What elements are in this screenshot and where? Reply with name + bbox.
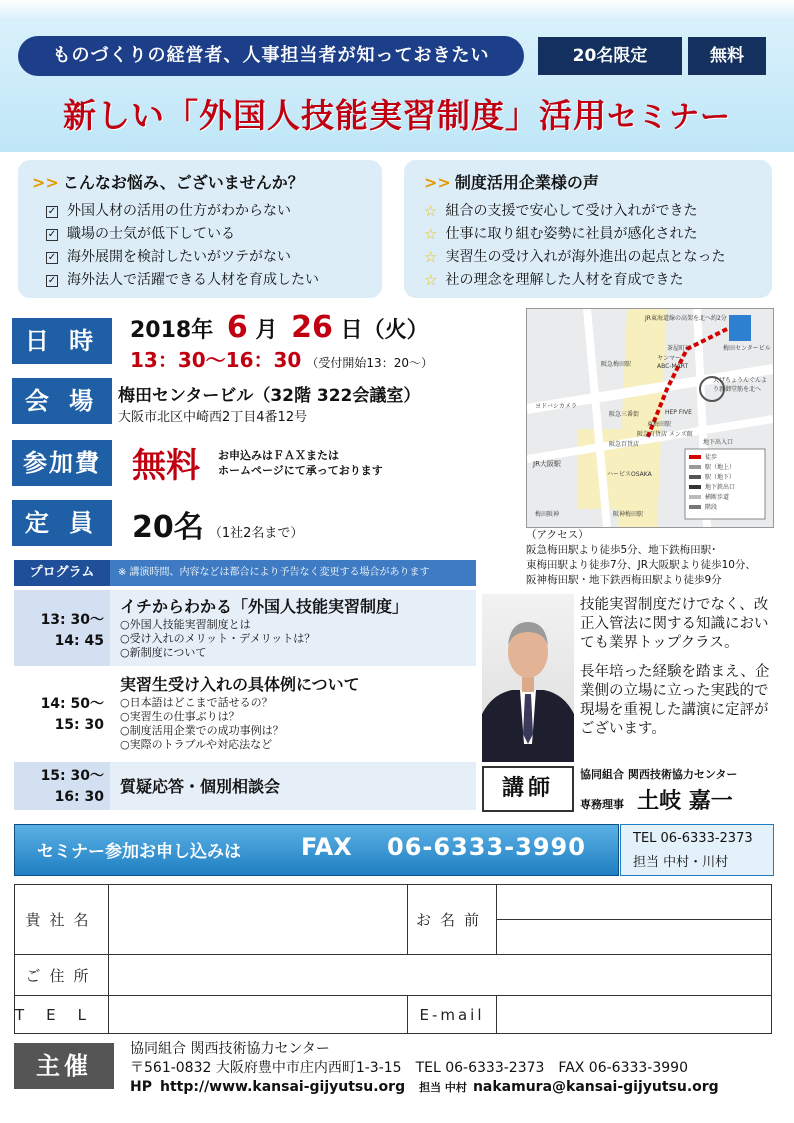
venue-label: 会 場 xyxy=(12,378,112,424)
list-item-text: 海外法人で活躍できる人材を育成したい xyxy=(67,272,319,288)
list-item xyxy=(46,269,319,292)
worries-panel xyxy=(18,160,382,298)
list-item xyxy=(424,269,725,292)
map-label: JR大阪駅 xyxy=(533,460,561,468)
map-label: JR東海道線の高架を北へ約2分 xyxy=(645,315,727,322)
limit-badge: 20名限定 xyxy=(538,37,682,75)
application-form xyxy=(14,884,772,1034)
legend-item: 駅（地上） xyxy=(705,464,736,471)
fax-number: 06-6333-3990 xyxy=(387,833,586,861)
map-label: 梅田センタービル xyxy=(723,345,771,352)
tel-field[interactable] xyxy=(109,996,408,1034)
session-time xyxy=(14,610,110,652)
list-item-text: 外国人材の活用の仕方がわからない xyxy=(67,203,291,219)
list-item-text: 組合の支援で安心して受け入れができた xyxy=(445,203,698,219)
date-day: 26 xyxy=(291,310,333,345)
arrow-icon: >> xyxy=(424,173,451,192)
name-label: お名前 xyxy=(408,885,497,955)
speaker-label: 講師 xyxy=(482,766,574,812)
speaker-photo xyxy=(482,594,574,762)
organizer-contact: 担当 中村 xyxy=(419,1081,467,1094)
star-icon: ☆ xyxy=(424,202,438,220)
session-start: 15: 30〜 xyxy=(40,768,104,784)
speaker-bio-para: 長年培った経験を踏まえ、企業側の立場に立った実践的で現場を重視した講演に定評がございます。 xyxy=(580,664,770,737)
address-label: ご住所 xyxy=(15,955,109,996)
map-label: ヨドバシカメラ xyxy=(535,403,577,410)
map-label: 阪急百貨店 メンズ館 xyxy=(637,431,693,438)
checkbox-icon: ✓ xyxy=(47,205,57,217)
organizer-web-line xyxy=(130,1078,719,1097)
company-field[interactable] xyxy=(109,885,408,955)
access-title: （アクセス） xyxy=(526,529,589,541)
list-item xyxy=(46,223,319,246)
fee-value: 無料 xyxy=(132,446,200,486)
list-item xyxy=(424,223,725,246)
map-label: 東梅田駅 xyxy=(647,421,672,428)
fee-label: 参加費 xyxy=(12,440,112,486)
organizer-info xyxy=(130,1040,719,1097)
organizer-name: 協同組合 関西技術協力センター xyxy=(130,1041,330,1057)
session-end: 16: 30 xyxy=(54,789,104,805)
list-item xyxy=(46,200,319,223)
speaker-name-line xyxy=(580,784,733,815)
organizer-label: 主催 xyxy=(14,1043,114,1089)
list-item xyxy=(424,200,725,223)
session-end: 15: 30 xyxy=(54,717,104,733)
map-label: 梅田阪神 xyxy=(535,511,560,518)
session-point: ○実際のトラブルや対応法など xyxy=(120,738,273,751)
session-start: 14: 50〜 xyxy=(40,696,104,712)
legend-item: 横断歩道 xyxy=(705,494,730,501)
address-field[interactable] xyxy=(109,955,772,996)
map-label: 大げちょうんぐんより新御堂筋を北へ xyxy=(713,377,768,393)
map-label: 阪神梅田駅 xyxy=(613,511,644,518)
speaker-name: 土岐 嘉一 xyxy=(637,789,733,814)
access-line: 東梅田駅より徒歩7分、JR大阪駅より徒歩10分、 xyxy=(526,559,756,571)
access-line: 阪急梅田駅より徒歩5分、地下鉄梅田駅･ xyxy=(526,544,717,556)
contact-tel: TEL 06-6333-2373 xyxy=(633,831,753,846)
voices-title xyxy=(424,170,599,193)
main-title-tail: セミナー xyxy=(607,100,731,135)
venue-name: 梅田センタービル（32階 322会議室） xyxy=(118,386,421,406)
session-title: 実習生受け入れの具体例について xyxy=(120,675,360,694)
session-point: ○日本語はどこまで話せるの？ xyxy=(120,696,273,709)
session-time xyxy=(14,766,110,808)
email-label: E-mail xyxy=(408,996,497,1034)
fax-banner xyxy=(14,824,619,876)
fee-note-line: お申込みはＦＡＸまたは xyxy=(218,449,339,462)
venue-address: 大阪市北区中崎西2丁目4番12号 xyxy=(118,410,308,425)
capacity-note: （1社2名まで） xyxy=(208,526,304,541)
list-item-text: 海外展開を検討したいがツテがない xyxy=(67,249,291,265)
capacity-value: 20名 xyxy=(132,510,204,545)
header-subtitle: ものづくりの経営者、人事担当者が知っておきたい xyxy=(18,36,524,76)
speaker-bio xyxy=(580,596,770,739)
session-title: 質疑応答・個別相談会 xyxy=(120,777,281,796)
star-icon: ☆ xyxy=(424,248,438,266)
worries-title xyxy=(32,170,304,193)
session-point: ○新制度について xyxy=(120,646,207,659)
checkbox-icon: ✓ xyxy=(47,251,57,263)
fee-note-line: ホームページにて承っております xyxy=(218,464,383,477)
program-header-label: プログラム xyxy=(14,560,110,586)
access-info xyxy=(526,528,756,588)
reception-time: （受付開始13：20〜） xyxy=(306,356,433,370)
voices-list xyxy=(424,200,725,292)
map-label: HEP FIVE xyxy=(665,409,692,416)
map-label: ヤンマー xyxy=(657,355,681,362)
legend-item: 地下鉄出口 xyxy=(705,484,736,491)
worries-title-text: こんなお悩み、ございませんか？ xyxy=(62,173,304,192)
worries-list xyxy=(46,200,319,292)
voices-title-text: 制度活用企業様の声 xyxy=(454,173,599,192)
program-header xyxy=(14,560,476,586)
list-item-text: 仕事に取り組む姿勢に社員が感化された xyxy=(445,226,698,242)
organizer-hp-link[interactable]: http://www.kansai-gijyutsu.org xyxy=(159,1079,406,1095)
legend-item: 階段 xyxy=(705,504,718,511)
date-day-unit: 日（火） xyxy=(340,318,429,343)
star-icon: ☆ xyxy=(424,271,438,289)
name-field[interactable] xyxy=(497,885,772,920)
speaker-role: 専務理事 xyxy=(580,798,624,811)
contact-person: 担当 中村・川村 xyxy=(633,855,729,870)
legend-item: 徒歩 xyxy=(705,454,718,461)
organizer-fax: FAX 06-6333-3990 xyxy=(558,1060,688,1076)
session-points xyxy=(120,696,284,752)
map-label: 地下出入口 xyxy=(703,439,734,446)
voices-panel xyxy=(404,160,772,298)
speaker-bio-para: 技能実習制度だけでなく、改正入管法に関する知識においても業界トップクラス。 xyxy=(580,597,769,651)
capacity-label: 定 員 xyxy=(12,500,112,546)
date-line xyxy=(130,310,429,345)
star-icon: ☆ xyxy=(424,225,438,243)
session-point: ○制度活用企業での成功事例は？ xyxy=(120,724,284,737)
list-item-text: 職場の士気が低下している xyxy=(67,226,235,242)
session-points xyxy=(120,618,315,660)
checkbox-icon: ✓ xyxy=(47,274,57,286)
date-year: 2018年 xyxy=(130,318,214,343)
list-item xyxy=(424,246,725,269)
map-label: 阪急三番街 xyxy=(609,411,640,418)
access-map xyxy=(526,308,774,528)
fax-label: FAX xyxy=(301,833,352,861)
organizer-address-line xyxy=(130,1059,719,1078)
fee-note xyxy=(218,448,383,478)
main-title-text: 新しい「外国人技能実習制度」活用 xyxy=(63,96,607,135)
hp-label: HP xyxy=(130,1079,152,1095)
session-point: ○実習生の仕事ぶりは？ xyxy=(120,710,240,723)
date-month: 6 xyxy=(226,310,248,345)
session-end: 14: 45 xyxy=(54,633,104,649)
map-label: 阪急梅田駅 xyxy=(601,361,632,368)
free-badge: 無料 xyxy=(688,37,766,75)
email-field[interactable] xyxy=(497,996,772,1034)
access-line: 阪神梅田駅・地下鉄西梅田駅より徒歩9分 xyxy=(526,574,722,586)
tel-label: TEL xyxy=(15,996,109,1034)
program-session xyxy=(14,762,476,810)
checkbox-icon: ✓ xyxy=(47,228,57,240)
fax-contact xyxy=(620,824,774,876)
date-month-unit: 月 xyxy=(255,318,278,343)
organizer-tel: TEL 06-6333-2373 xyxy=(415,1060,545,1076)
map-graphic xyxy=(527,309,773,527)
organizer-address: 〒561-0832 大阪府豊中市庄内西町1-3-15 xyxy=(130,1060,402,1076)
arrow-icon: >> xyxy=(32,173,59,192)
speaker-portrait-icon xyxy=(482,594,574,762)
session-title: イチからわかる「外国人技能実習制度」 xyxy=(120,597,409,616)
capacity-line xyxy=(132,502,303,546)
list-item-text: 実習生の受け入れが海外進出の起点となった xyxy=(445,249,726,265)
program-session xyxy=(14,668,476,758)
map-label: 茶屋町口 xyxy=(667,345,692,352)
name-field-2[interactable] xyxy=(497,920,772,955)
main-title xyxy=(0,94,794,140)
session-point: ○外国人技能実習制度とは xyxy=(120,618,251,631)
legend-item: 駅（地下） xyxy=(705,474,736,481)
session-start: 13: 30〜 xyxy=(40,612,104,628)
map-label: 阪急百貨店 xyxy=(609,441,640,448)
session-time xyxy=(14,694,110,736)
fax-text: セミナー参加お申し込みは xyxy=(37,842,241,862)
organizer-email-link[interactable]: nakamura@kansai-gijyutsu.org xyxy=(472,1079,719,1095)
list-item xyxy=(46,246,319,269)
company-label: 貴社名 xyxy=(15,885,109,955)
speaker-org: 協同組合 関西技術協力センター xyxy=(580,768,738,781)
map-legend xyxy=(705,453,735,513)
program-session xyxy=(14,590,476,666)
program-note: ※ 講演時間、内容などは都合により予告なく変更する場合があります xyxy=(118,567,430,578)
list-item-text: 社の理念を理解した人材を育成できた xyxy=(445,272,684,288)
map-label: ABC-MART xyxy=(657,363,689,370)
time-line xyxy=(130,344,433,373)
date-label: 日 時 xyxy=(12,318,112,364)
map-label: ハービスOSAKA xyxy=(607,471,652,478)
session-point: ○受け入れのメリット・デメリットは？ xyxy=(120,632,316,645)
time-range: 13：30〜16：30 xyxy=(130,348,302,372)
